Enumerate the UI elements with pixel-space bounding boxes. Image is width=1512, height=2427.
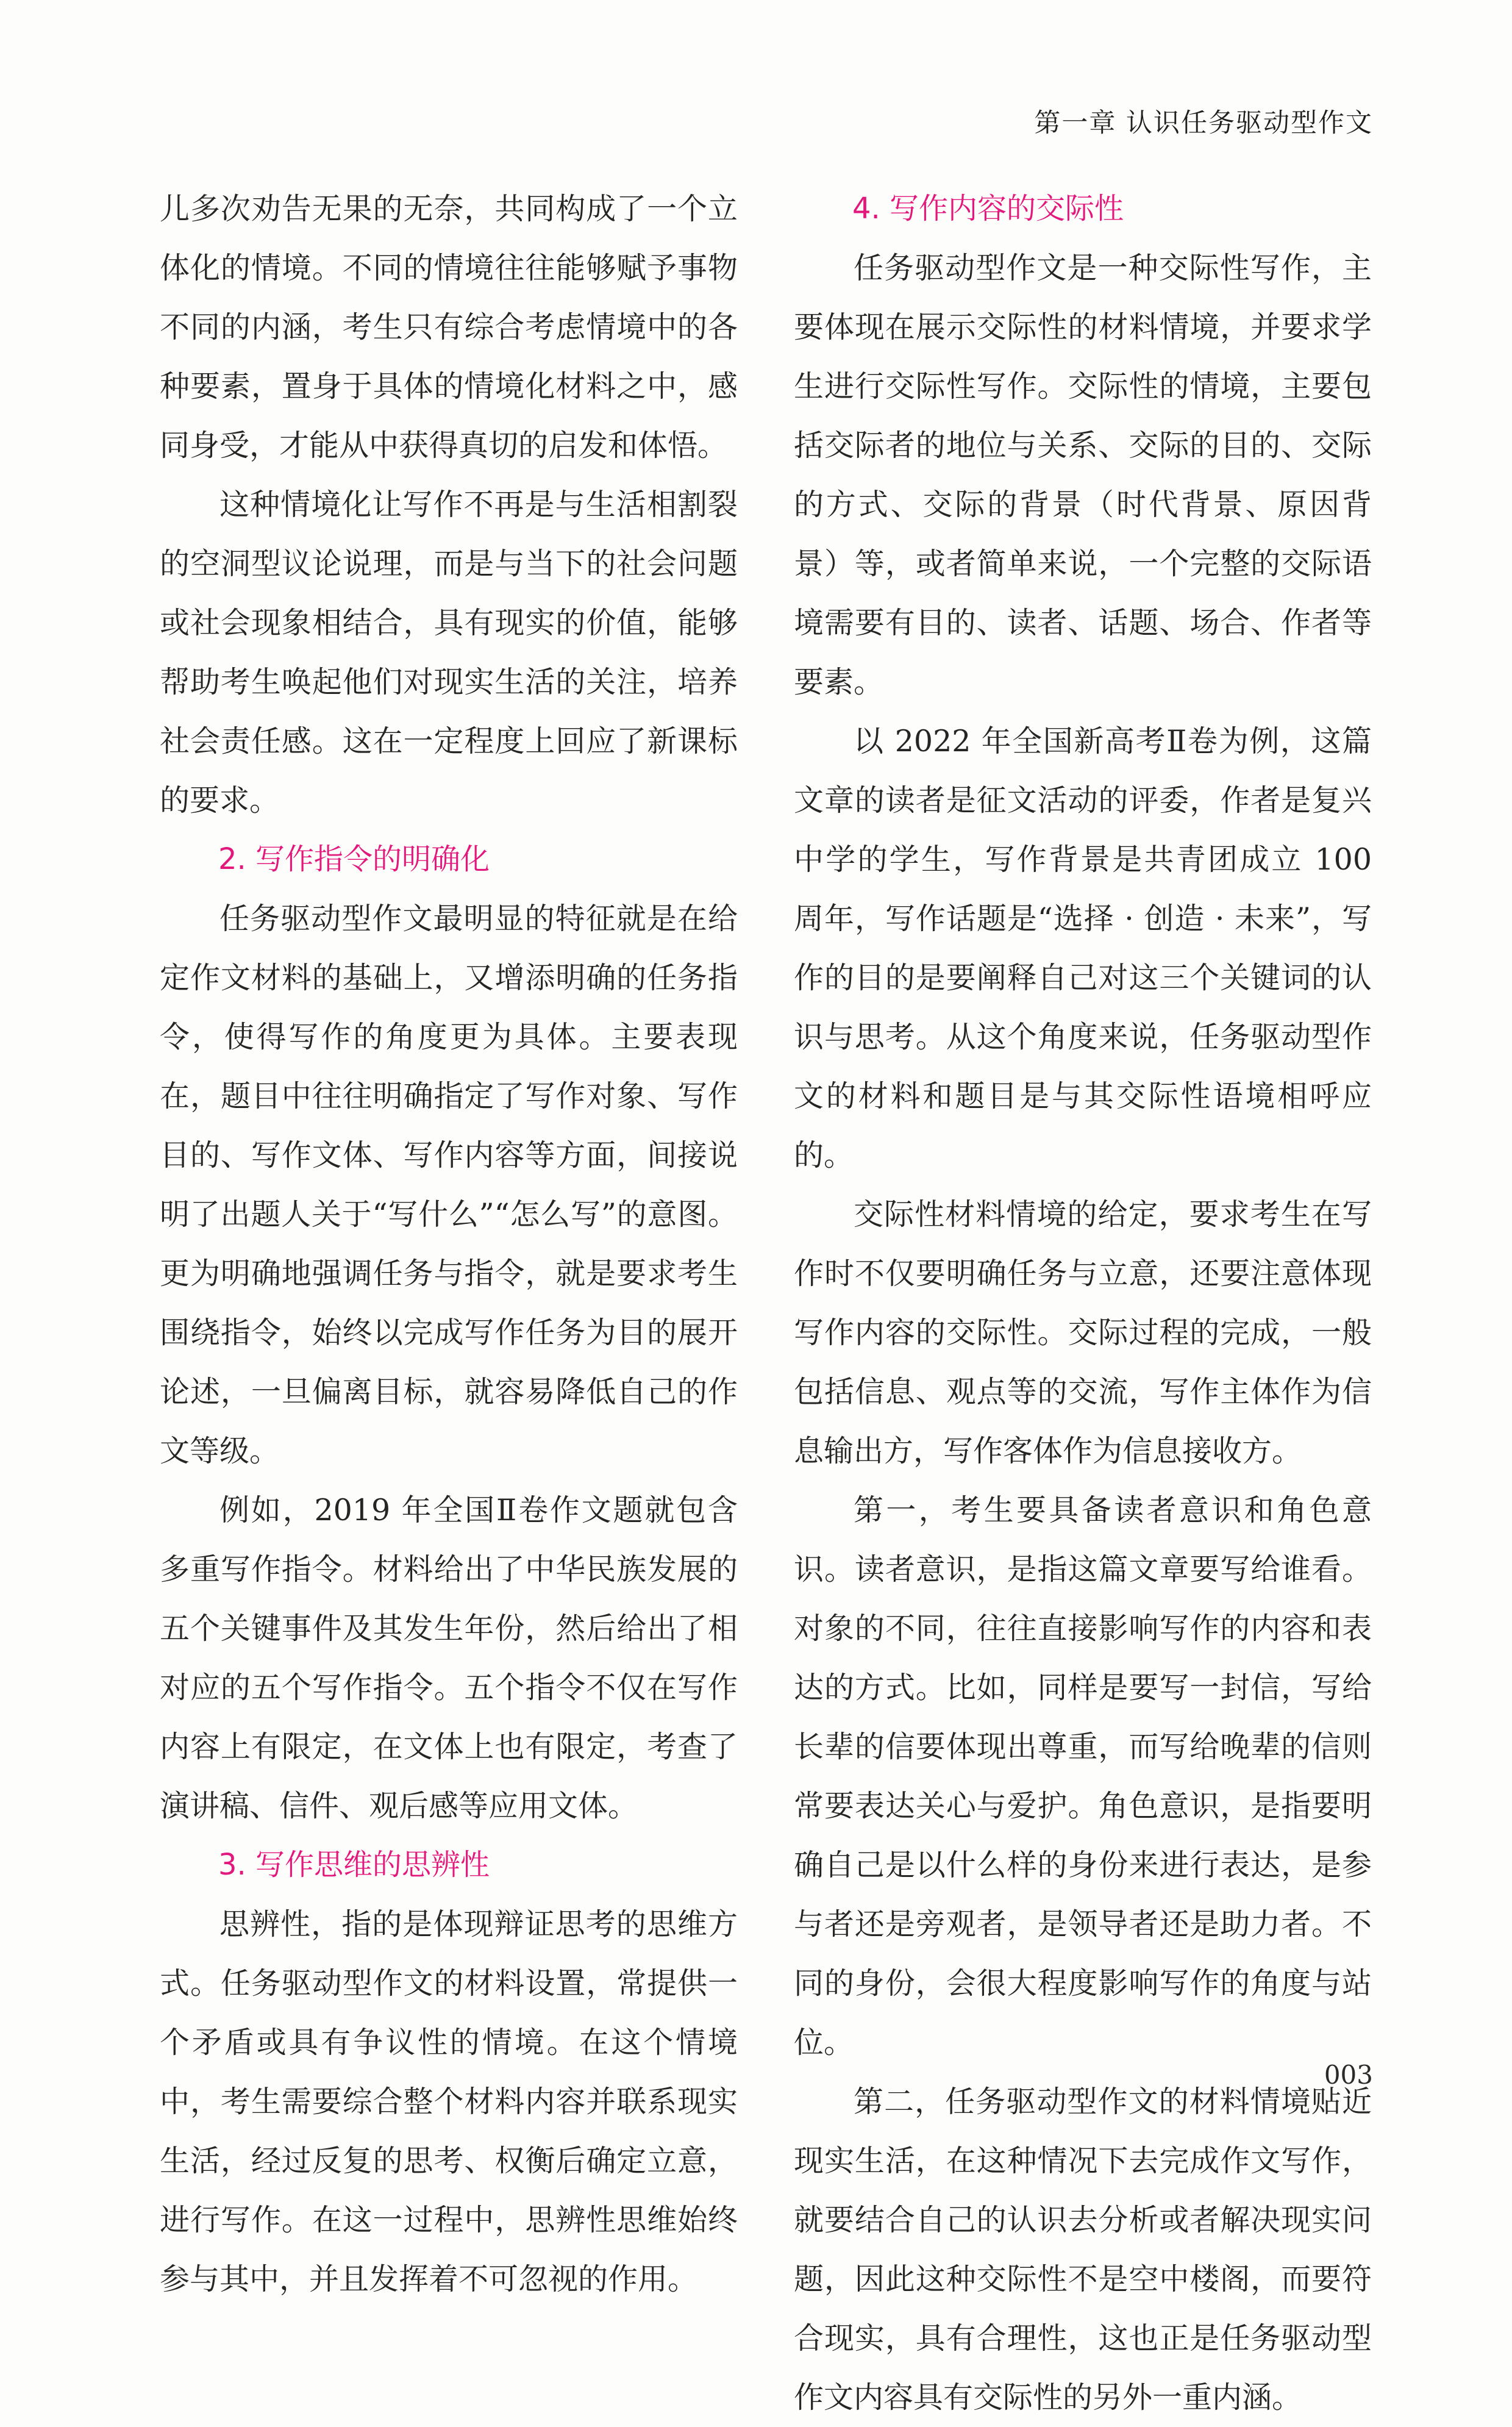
paragraph: 交际性材料情境的给定，要求考生在写作时不仅要明确任务与立意，还要注意体现写作内容的交际性。交际过程的完成，一般包括信息、观点等的交流，写作主体作为信息输出方，写作客体作为信息接收方。: [794, 1197, 1372, 1468]
paragraph: 任务驱动型作文是一种交际性写作，主要体现在展示交际性的材料情境，并要求学生进行交际性写作。交际性的情境，主要包括交际者的地位与关系、交际的目的、交际的方式、交际的背景（时代背景、原因背景）等，或者简单来说，一个完整的交际语境需要有目的、读者、话题、场合、作者等要素。: [794, 251, 1372, 699]
page-number: 003: [1324, 2060, 1373, 2090]
paragraph: 思辨性，指的是体现辩证思考的思维方式。任务驱动型作文的材料设置，常提供一个矛盾或具有争议性的情境。在这个情境中，考生需要综合整个材料内容并联系现实生活，经过反复的思考、权衡后确定立意，进行写作。在这一过程中，思辨性思维始终参与其中，并且发挥着不可忽视的作用。: [160, 1907, 738, 2297]
paragraph: 第一，考生要具备读者意识和角色意识。读者意识，是指这篇文章要写给谁看。对象的不同，往往直接影响写作的内容和表达的方式。比如，同样是要写一封信，写给长辈的信要体现出尊重，而写给晚辈的信则常要表达关心与爱护。角色意识，是指要明确自己是以什么样的身份来进行表达，是参与者还是旁观者，是领导者还是助力者。不同的身份，会很大程度影响写作的角度与站位。: [794, 1493, 1372, 2060]
section-heading: 3. 写作思维的思辨性: [218, 1848, 490, 1882]
left-column: [160, 179, 738, 2309]
paragraph: 例如，2019 年全国Ⅱ卷作文题就包含多重写作指令。材料给出了中华民族发展的五个关键事件及其发生年份，然后给出了相对应的五个写作指令。五个指令不仅在写作内容上有限定，在文体上也有限定，考查了演讲稿、信件、观后感等应用文体。: [160, 1493, 738, 1823]
chapter-header: 第一章 认识任务驱动型作文: [1034, 108, 1373, 138]
right-column: [794, 179, 1372, 2427]
paragraph: 以 2022 年全国新高考Ⅱ卷为例，这篇文章的读者是征文活动的评委，作者是复兴中学的学生，写作背景是共青团成立 100 周年，写作话题是“选择 · 创造 · 未来”，写作的目的是要阐释自己对这三个关键词的认识与思考。从这个角度来说，任务驱动型作文的材料和题目是与其交际性语境相呼应的。: [794, 724, 1372, 1173]
paragraph: 第二，任务驱动型作文的材料情境贴近现实生活，在这种情况下去完成作文写作，就要结合自己的认识去分析或者解决现实问题，因此这种交际性不是空中楼阁，而要符合现实，具有合理性，这也正是任务驱动型作文内容具有交际性的另外一重内涵。: [794, 2084, 1372, 2415]
paragraph: 这种情境化让写作不再是与生活相割裂的空洞型议论说理，而是与当下的社会问题或社会现象相结合，具有现实的价值，能够帮助考生唤起他们对现实生活的关注，培养社会责任感。这在一定程度上回应了新课标的要求。: [160, 487, 738, 818]
section-heading: 4. 写作内容的交际性: [852, 191, 1124, 226]
section-heading: 2. 写作指令的明确化: [218, 842, 490, 876]
paragraph: 任务驱动型作文最明显的特征就是在给定作文材料的基础上，又增添明确的任务指令，使得写作的角度更为具体。主要表现在，题目中往往明确指定了写作对象、写作目的、写作文体、写作内容等方面，间接说明了出题人关于“写什么”“怎么写”的意图。更为明确地强调任务与指令，就是要求考生围绕指令，始终以完成写作任务为目的展开论述，一旦偏离目标，就容易降低自己的作文等级。: [160, 901, 738, 1468]
paragraph: 儿多次劝告无果的无奈，共同构成了一个立体化的情境。不同的情境往往能够赋予事物不同的内涵，考生只有综合考虑情境中的各种要素，置身于具体的情境化材料之中，感同身受，才能从中获得真切的启发和体悟。: [160, 191, 738, 463]
